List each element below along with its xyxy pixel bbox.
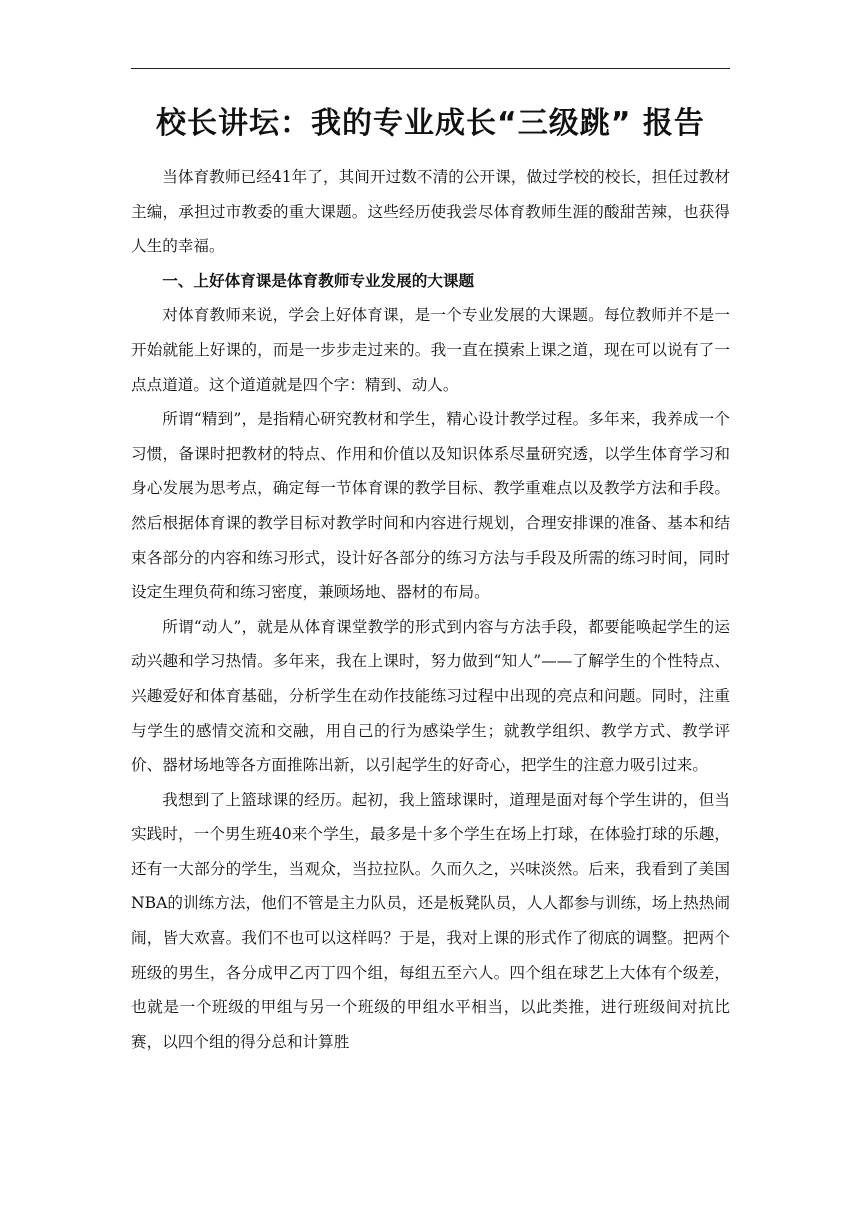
paragraph-intro: 当体育教师已经41年了，其间开过数不清的公开课，做过学校的校长，担任过教材主编，承担过市教委的重大课题。这些经历使我尝尽体育教师生涯的酸甜苦辣，也获得人生的幸福。 bbox=[131, 168, 730, 256]
paragraph-basketball: 我想到了上篮球课的经历。起初，我上篮球课时，道理是面对每个学生讲的，但当实践时，一个男生班40来个学生，最多是十多个学生在场上打球，在体验打球的乐趣，还有一大部分的学生，当观众，当拉拉队。久而久之，兴味淡然。后来，我看到了美国NBA的训练方法，他们不管是主力队员，还是板凳队员，人人都参与训练，场上热热闹闹，皆大欢喜。我们不也可以这样吗？于是，我对上课的形式作了彻底的调整。把两个班级的男生，各分成甲乙丙丁四个组，每组五至六人。四个组在球艺上大体有个级差，也就是一个班级的甲组与另一个班级的甲组水平相当，以此类推，进行班级间对抗比赛，以四个组的得分总和计算胜 bbox=[131, 790, 730, 1051]
paragraph-dongren: 所谓“动人”，就是从体育课堂教学的形式到内容与方法手段，都要能唤起学生的运动兴趣和学习热情。多年来，我在上课时，努力做到“知人”——了解学生的个性特点、兴趣爱好和体育基础，分析学生在动作技能练习过程中出现的亮点和问题。同时，注重与学生的感情交流和交融，用自己的行为感染学生；就教学组织、教学方式、教学评价、器材场地等各方面推陈出新，以引起学生的好奇心，把学生的注意力吸引过来。 bbox=[131, 617, 730, 775]
paragraph-jingdao: 所谓“精到”，是指精心研究教材和学生，精心设计教学过程。多年来，我养成一个习惯，备课时把教材的特点、作用和价值以及知识体系尽量研究透，以学生体育学习和身心发展为思考点，确定每一节体育课的教学目标、教学重难点以及教学方法和手段。然后根据体育课的教学目标对教学时间和内容进行规划，合理安排课的准备、基本和结束各部分的内容和练习形式，设计好各部分的练习方法与手段及所需的练习时间，同时设定生理负荷和练习密度，兼顾场地、器材的布局。 bbox=[131, 410, 730, 602]
document-title: 校长讲坛：我的专业成长“三级跳” 报告 bbox=[156, 106, 705, 141]
document-body bbox=[131, 160, 730, 1059]
section-heading-1: 一、上好体育课是体育教师专业发展的大课题 bbox=[162, 271, 475, 290]
header-rule bbox=[131, 68, 730, 69]
paragraph-section-intro: 对体育教师来说，学会上好体育课，是一个专业发展的大课题。每位教师并不是一开始就能上好课的，而是一步步走过来的。我一直在摸索上课之道，现在可以说有了一点点道道。这个道道就是四个字：精到、动人。 bbox=[131, 306, 730, 394]
